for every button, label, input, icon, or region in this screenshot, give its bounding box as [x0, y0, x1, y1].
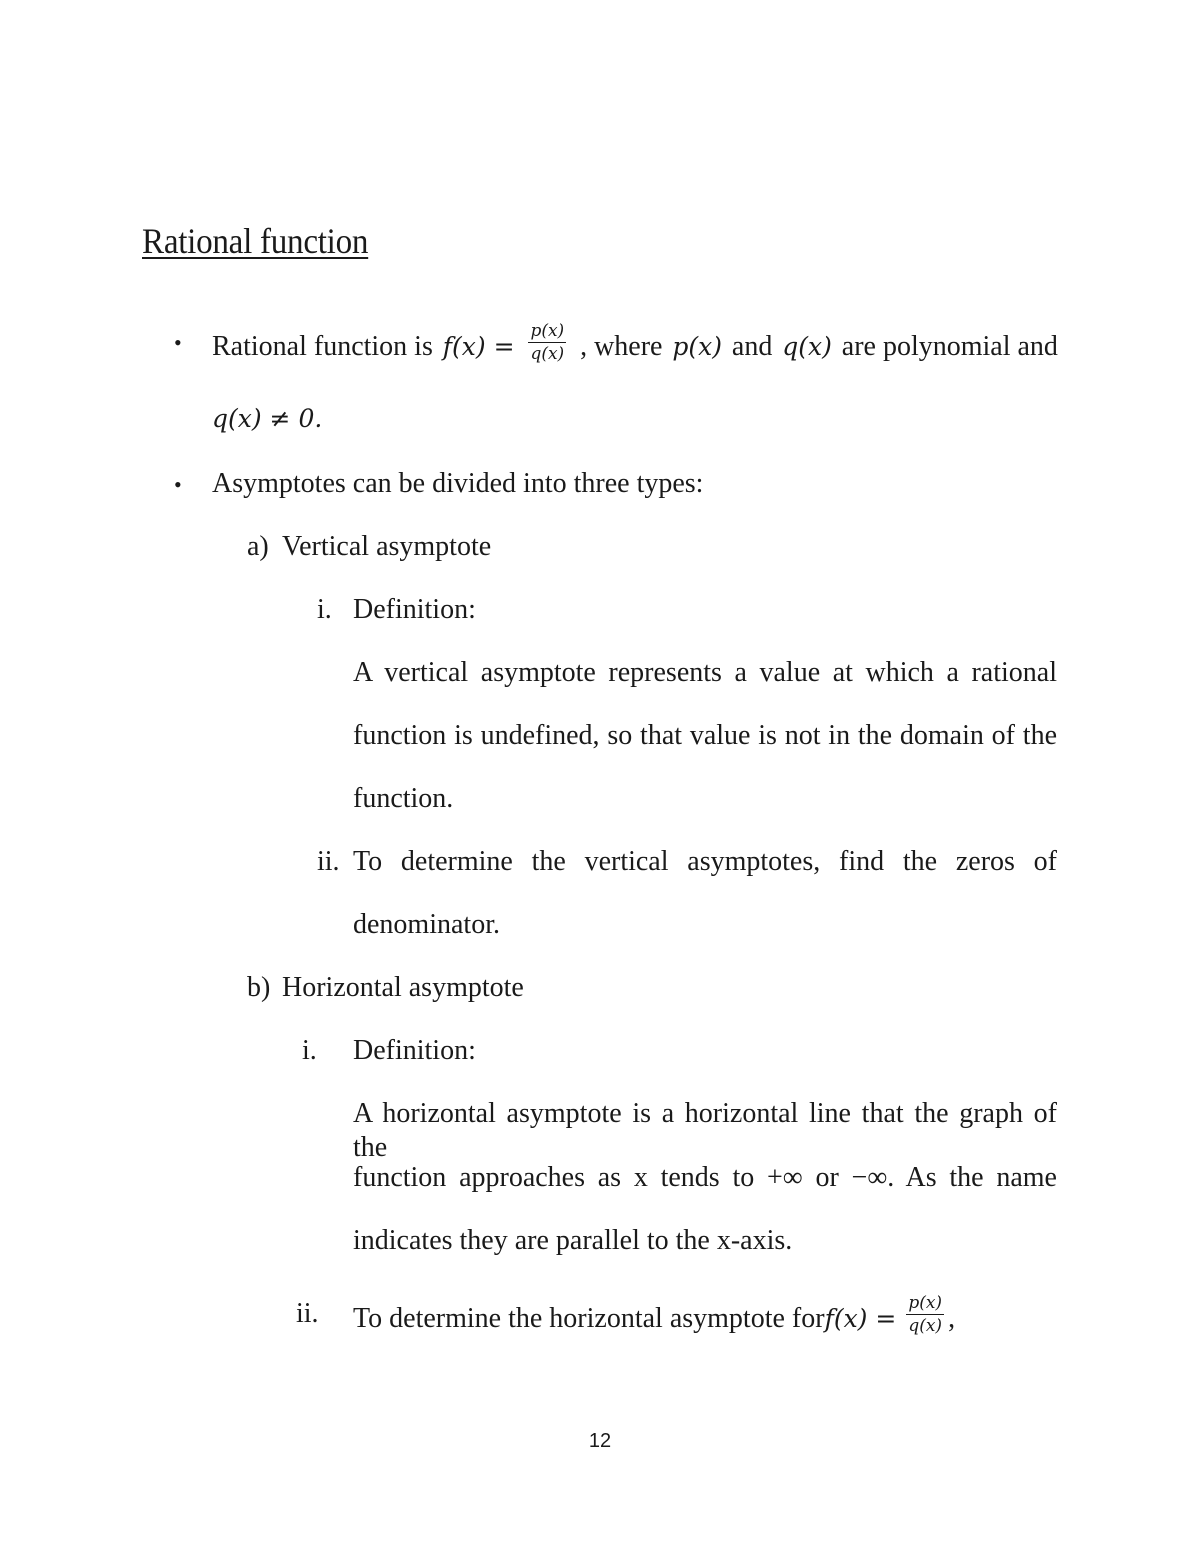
- list-marker-a: a): [247, 531, 269, 562]
- horizontal-definition-line-1: A horizontal asymptote is a horizontal line that the graph of the: [353, 1098, 1057, 1163]
- qx-expression: q(x): [782, 331, 832, 361]
- bullet-marker: •: [174, 330, 182, 355]
- fraction-numerator: p(x): [908, 1293, 943, 1313]
- bullet-1-text-mid1: , where: [580, 330, 663, 362]
- px-expression: p(x): [672, 331, 722, 361]
- bullet-marker: •: [174, 472, 182, 497]
- horizontal-asymptote-title: Horizontal asymptote: [282, 972, 524, 1003]
- definition-label: Definition:: [353, 594, 476, 625]
- definition-label: Definition:: [353, 1035, 476, 1066]
- bullet-1-text-after: are polynomial and: [841, 330, 1058, 362]
- bullet-1-line-1: [212, 321, 1058, 368]
- bullet-1-text-mid2: and: [731, 330, 773, 362]
- fraction: [528, 321, 566, 364]
- vertical-definition-line-1: A vertical asymptote represents a value at which a rational: [353, 657, 1057, 688]
- horizontal-definition-line-2: function approaches as x tends to +∞ or −∞. As the name: [353, 1162, 1057, 1193]
- vertical-item-2-line-1: To determine the vertical asymptotes, find the zeros of: [353, 846, 1057, 877]
- fraction-numerator: p(x): [530, 321, 565, 341]
- list-marker-i: i.: [302, 1035, 317, 1066]
- list-marker-b: b): [247, 972, 271, 1003]
- fx-expression: f(x) =: [442, 331, 515, 361]
- page-number: 12: [588, 1430, 612, 1452]
- fraction-denominator: q(x): [530, 344, 565, 364]
- list-marker-i: i.: [317, 594, 332, 625]
- bullet-1-text-before: Rational function is: [212, 330, 433, 362]
- bullet-1-line-2: q(x) ≠ 0.: [212, 404, 323, 433]
- horizontal-item-2-text: To determine the horizontal asymptote for: [353, 1302, 825, 1334]
- horizontal-item-2: [353, 1293, 956, 1340]
- list-marker-ii: ii.: [296, 1298, 319, 1329]
- fx-expression: f(x) =: [824, 1303, 897, 1333]
- list-marker-ii: ii.: [317, 846, 340, 877]
- horizontal-definition-line-3: indicates they are parallel to the x-axis.: [353, 1225, 793, 1256]
- trailing-comma: ,: [948, 1302, 956, 1334]
- vertical-item-2-line-2: denominator.: [353, 909, 500, 940]
- fraction: [906, 1293, 944, 1336]
- bullet-2-text: Asymptotes can be divided into three types:: [212, 468, 704, 499]
- vertical-asymptote-title: Vertical asymptote: [282, 531, 492, 562]
- fraction-denominator: q(x): [908, 1316, 943, 1336]
- section-heading: Rational function: [142, 221, 369, 261]
- vertical-definition-line-3: function.: [353, 783, 454, 814]
- vertical-definition-line-2: function is undefined, so that value is not in the domain of the: [353, 720, 1057, 751]
